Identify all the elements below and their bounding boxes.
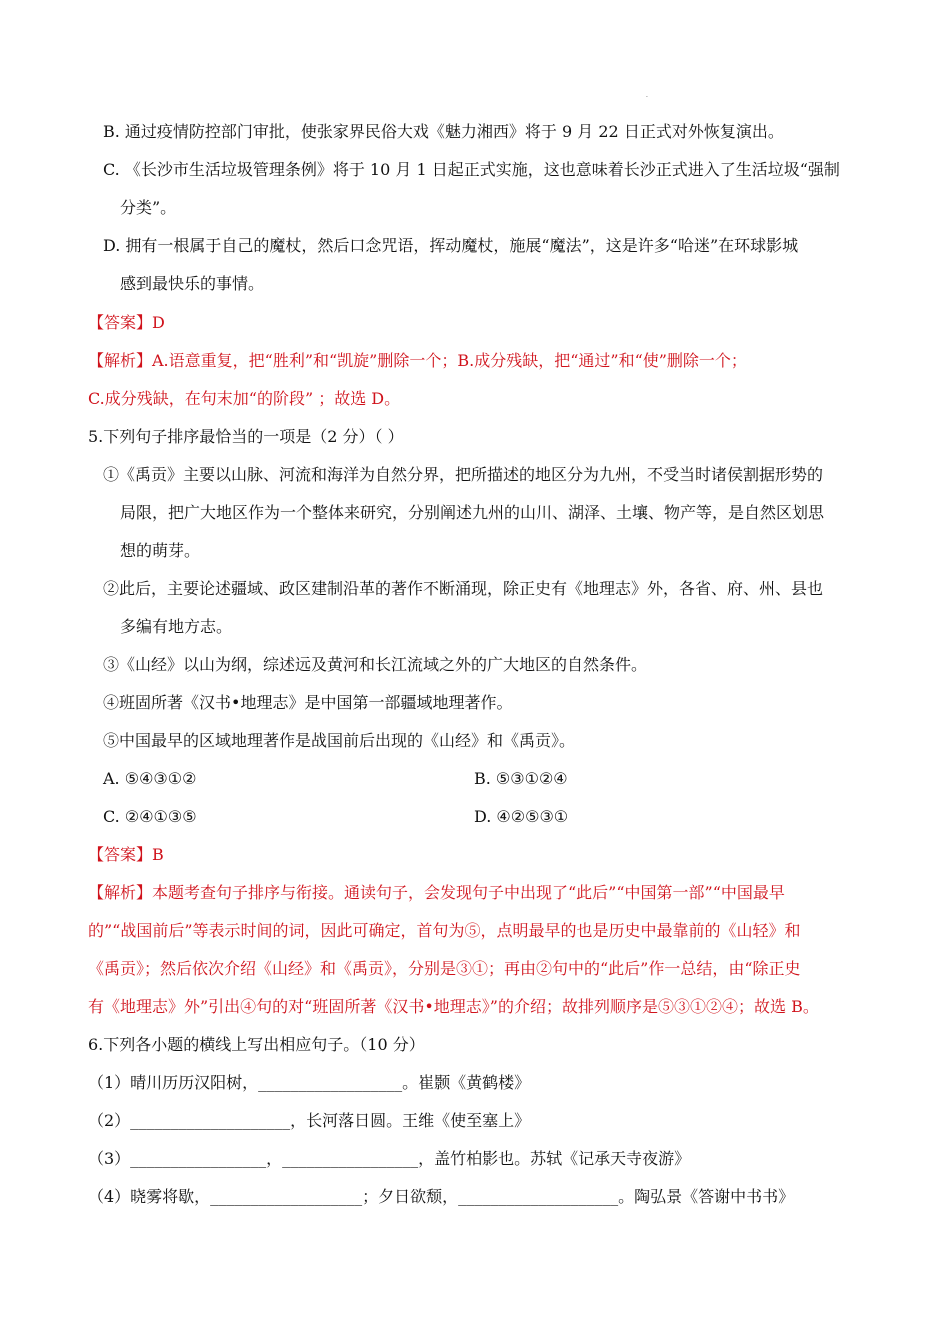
q4-option-c-line1: C. 《长沙市生活垃圾管理条例》将于 10 月 1 日起正式实施，这也意味着长沙正式进入了生活垃圾“强制 <box>103 160 840 179</box>
q5-sentence1-line1: ①《禹贡》主要以山脉、河流和海洋为自然分界，把所描述的地区分为九州，不受当时诸侯割据形势的 <box>103 465 824 484</box>
q5-option-a: A. ⑤④③①② <box>103 769 197 788</box>
q6-item2: （2）____________________，长河落日圆。王维《使至塞上》 <box>88 1111 531 1130</box>
q4-answer: 【答案】D <box>88 313 165 332</box>
q5-analysis-line2: 的”“战国前后”等表示时间的词，因此可确定，首句为⑤，点明最早的也是历史中最靠前的《山轻》和 <box>88 921 801 940</box>
q4-option-b: B. 通过疫情防控部门审批，使张家界民俗大戏《魅力湘西》将于 9 月 22 日正式对外恢复演出。 <box>103 122 784 141</box>
q5-analysis-line4: 有《地理志》外”引出④句的对“班固所著《汉书•地理志》”的介绍；故排列顺序是⑤③①②④；故选 B。 <box>88 997 819 1016</box>
q4-option-d-line1: D. 拥有一根属于自己的魔杖，然后口念咒语，挥动魔杖，施展“魔法”，这是许多“哈迷”在环球影城 <box>103 236 799 255</box>
q4-analysis-line1: 【解析】A.语意重复，把“胜利”和“凯旋”删除一个；B.成分残缺，把“通过”和“使”删除一个； <box>88 351 747 370</box>
q5-sentence2-line1: ②此后，主要论述疆域、政区建制沿革的著作不断涌现，除正史有《地理志》外，各省、府、州、县也 <box>103 579 824 598</box>
q4-option-d-line2: 感到最快乐的事情。 <box>120 274 265 293</box>
q5-answer: 【答案】B <box>88 845 164 864</box>
q5-option-d: D. ④②⑤③① <box>474 807 569 826</box>
q5-sentence3: ③《山经》以山为纲，综述远及黄河和长江流域之外的广大地区的自然条件。 <box>103 655 648 674</box>
header-dot: · <box>646 94 648 101</box>
q5-sentence1-line2: 局限，把广大地区作为一个整体来研究，分别阐述九州的山川、湖泽、土壤、物产等，是自然区划思 <box>120 503 825 522</box>
q5-sentence2-line2: 多编有地方志。 <box>120 617 233 636</box>
q6-item3: （3）_________________，_________________，盖竹柏影也。苏轼《记承天寺夜游》 <box>88 1149 691 1168</box>
q6-item4: （4）晓雾将歇，___________________；夕日欲颓，____________________。陶弘景《答谢中书书》 <box>88 1187 795 1206</box>
q5-analysis-line3: 《禹贡》；然后依次介绍《山经》和《禹贡》，分别是③①；再由②句中的“此后”作一总结，由“除正史 <box>88 959 801 978</box>
q5-option-c: C. ②④①③⑤ <box>103 807 197 826</box>
q5-stem: 5.下列句子排序最恰当的一项是（2 分）（ ） <box>88 427 404 446</box>
q4-analysis-line2: C.成分残缺，在句末加“的阶段” ；故选 D。 <box>88 389 401 408</box>
q5-option-b: B. ⑤③①②④ <box>474 769 568 788</box>
q5-sentence1-line3: 想的萌芽。 <box>120 541 201 560</box>
q5-analysis-line1: 【解析】本题考查句子排序与衔接。通读句子，会发现句子中出现了“此后”“中国第一部”“中国最早 <box>88 883 785 902</box>
q5-sentence4: ④班固所著《汉书•地理志》是中国第一部疆域地理著作。 <box>103 693 513 712</box>
q5-sentence5: ⑤中国最早的区域地理著作是战国前后出现的《山经》和《禹贡》。 <box>103 731 576 750</box>
q6-stem: 6.下列各小题的横线上写出相应句子。（10 分） <box>88 1035 425 1054</box>
q6-item1: （1）晴川历历汉阳树，__________________。崔颢《黄鹤楼》 <box>88 1073 531 1092</box>
q4-option-c-line2: 分类”。 <box>120 198 177 217</box>
